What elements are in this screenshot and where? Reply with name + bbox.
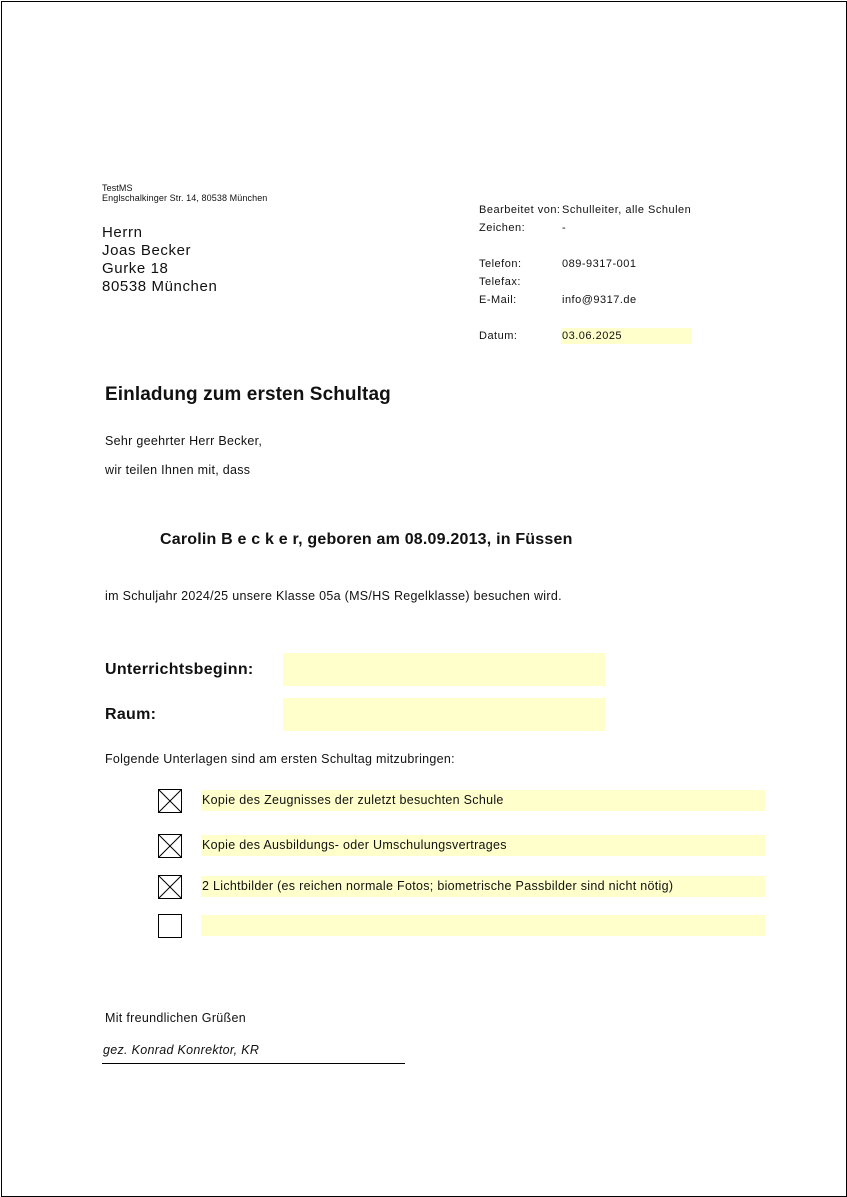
document-checkbox-4[interactable] xyxy=(158,914,182,938)
greeting: Sehr geehrter Herr Becker, xyxy=(105,434,263,448)
documents-intro: Folgende Unterlagen sind am ersten Schultag mitzubringen: xyxy=(105,752,455,766)
start-label: Unterrichtsbeginn: xyxy=(105,661,254,678)
checkmark-x-icon xyxy=(159,876,181,898)
recipient-street: Gurke 18 xyxy=(102,260,169,277)
reference-label: Zeichen: xyxy=(479,222,526,234)
recipient-name: Joas Becker xyxy=(102,242,192,259)
closing: Mit freundlichen Grüßen xyxy=(105,1011,246,1025)
document-item-1[interactable]: Kopie des Zeugnisses der zuletzt besuchten Schule xyxy=(201,790,765,811)
student-line: Carolin B e c k e r, geboren am 08.09.2013, in Füssen xyxy=(160,531,573,548)
signature: gez. Konrad Konrektor, KR xyxy=(103,1043,260,1057)
room-field[interactable] xyxy=(283,698,605,731)
start-field[interactable] xyxy=(283,653,605,686)
room-label: Raum: xyxy=(105,706,157,723)
signature-line xyxy=(102,1063,405,1064)
fax-label: Telefax: xyxy=(479,276,521,288)
class-sentence: im Schuljahr 2024/25 unsere Klasse 05a (MS/HS Regelklasse) besuchen wird. xyxy=(105,589,562,603)
phone-value: 089-9317-001 xyxy=(562,258,637,270)
phone-label: Telefon: xyxy=(479,258,522,270)
sender-address: Englschalkinger Str. 14, 80538 München xyxy=(102,193,268,203)
document-item-3[interactable]: 2 Lichtbilder (es reichen normale Fotos; biometrische Passbilder sind nicht nötig) xyxy=(201,876,765,897)
checkmark-x-icon xyxy=(159,790,181,812)
processed-by-value: Schulleiter, alle Schulen xyxy=(562,204,692,216)
document-item-4[interactable] xyxy=(201,915,765,936)
recipient-city: 80538 München xyxy=(102,278,218,295)
intro-text: wir teilen Ihnen mit, dass xyxy=(105,463,251,477)
date-field[interactable]: 03.06.2025 xyxy=(561,328,692,344)
letter-title: Einladung zum ersten Schultag xyxy=(105,384,391,405)
checkmark-x-icon xyxy=(159,835,181,857)
date-label: Datum: xyxy=(479,330,518,342)
sender-name: TestMS xyxy=(102,183,133,193)
recipient-salutation: Herrn xyxy=(102,224,143,241)
processed-by-label: Bearbeitet von: xyxy=(479,204,561,216)
reference-value: - xyxy=(562,222,567,234)
document-checkbox-3[interactable] xyxy=(158,875,182,899)
document-checkbox-1[interactable] xyxy=(158,789,182,813)
document-checkbox-2[interactable] xyxy=(158,834,182,858)
document-item-2[interactable]: Kopie des Ausbildungs- oder Umschulungsvertrages xyxy=(201,835,765,856)
email-label: E-Mail: xyxy=(479,294,517,306)
email-value: info@9317.de xyxy=(562,294,637,306)
